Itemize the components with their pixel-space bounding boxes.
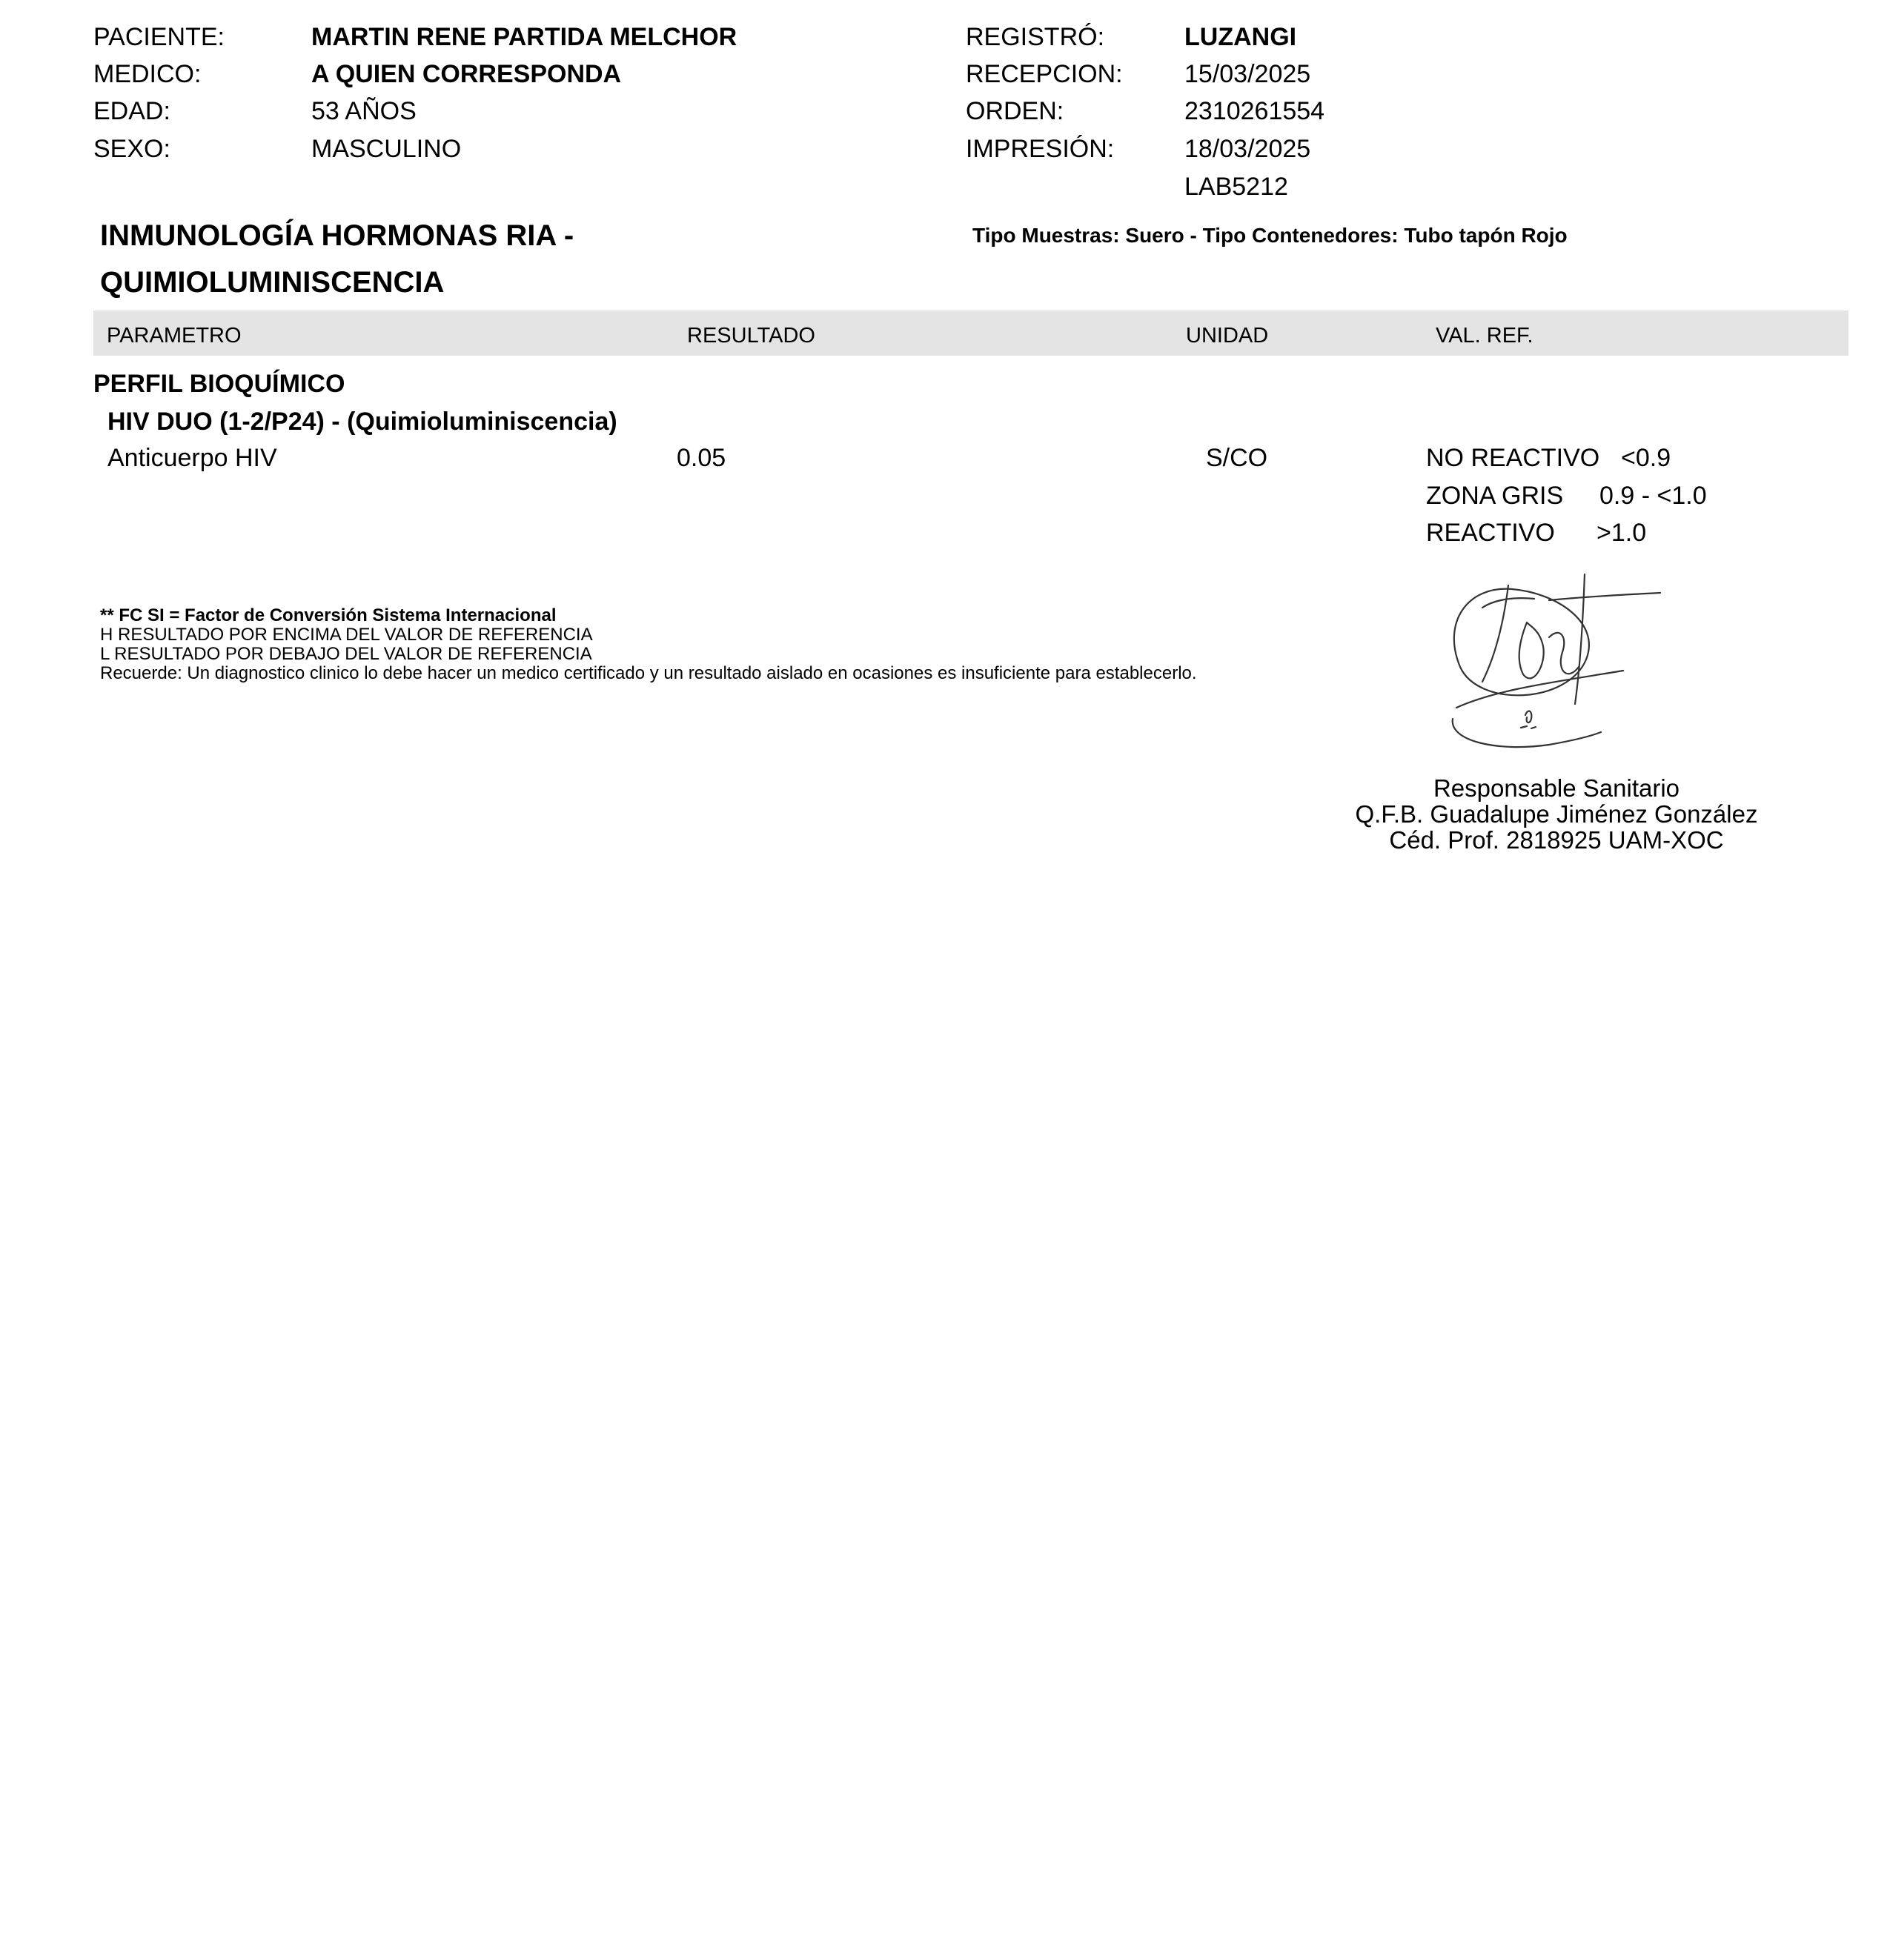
reference-value: >1.0 — [1596, 519, 1647, 547]
sex-label: SEXO: — [93, 135, 170, 163]
section-title-line1: INMUNOLOGÍA HORMONAS RIA - — [100, 219, 574, 252]
reference-label: NO REACTIVO — [1426, 444, 1600, 472]
print-label: IMPRESIÓN: — [966, 135, 1115, 163]
reference-label: REACTIVO — [1426, 519, 1555, 547]
registered-label: REGISTRÓ: — [966, 23, 1105, 51]
signer-license: Céd. Prof. 2818925 UAM-XOC — [1389, 826, 1724, 854]
handwritten-signature — [1438, 571, 1682, 756]
order-label: ORDEN: — [966, 97, 1064, 125]
reference-label: ZONA GRIS — [1426, 482, 1564, 510]
reference-value: 0.9 - <1.0 — [1599, 482, 1707, 510]
note-low-result: L RESULTADO POR DEBAJO DEL VALOR DE REFERENCIA — [100, 644, 592, 664]
patient-name: MARTIN RENE PARTIDA MELCHOR — [311, 23, 737, 51]
lab-code: LAB5212 — [1184, 173, 1288, 201]
note-conversion-factor: ** FC SI = Factor de Conversión Sistema Internacional — [100, 605, 557, 625]
reception-date: 15/03/2025 — [1184, 60, 1311, 88]
parameter-name: Anticuerpo HIV — [107, 444, 277, 472]
reference-value: <0.9 — [1621, 444, 1671, 472]
result-value: 0.05 — [677, 444, 726, 472]
header-result: RESULTADO — [687, 324, 815, 348]
age-value: 53 AÑOS — [311, 97, 417, 125]
age-label: EDAD: — [93, 97, 170, 125]
profile-title: PERFIL BIOQUÍMICO — [93, 370, 345, 398]
signature-block — [1334, 775, 1779, 853]
patient-label: PACIENTE: — [93, 23, 225, 51]
unit-value: S/CO — [1206, 444, 1268, 472]
registered-value: LUZANGI — [1184, 23, 1297, 51]
header-parameter: PARAMETRO — [107, 324, 242, 348]
doctor-name: A QUIEN CORRESPONDA — [311, 60, 622, 88]
doctor-label: MEDICO: — [93, 60, 202, 88]
header-unit: UNIDAD — [1186, 324, 1269, 348]
note-high-result: H RESULTADO POR ENCIMA DEL VALOR DE REFERENCIA — [100, 625, 593, 645]
note-disclaimer: Recuerde: Un diagnostico clinico lo debe hacer un medico certificado y un resultado aislado en ocasiones es insuficiente para establecerlo. — [100, 663, 1197, 683]
print-date: 18/03/2025 — [1184, 135, 1311, 163]
order-number: 2310261554 — [1184, 97, 1325, 125]
reception-label: RECEPCION: — [966, 60, 1123, 88]
test-name: HIV DUO (1-2/P24) - (Quimioluminiscencia) — [107, 408, 617, 436]
sample-type-info: Tipo Muestras: Suero - Tipo Contenedores: Tubo tapón Rojo — [972, 224, 1568, 247]
footnotes — [100, 606, 1197, 683]
table-header — [93, 310, 1848, 356]
signer-role: Responsable Sanitario — [1433, 774, 1680, 802]
signer-name: Q.F.B. Guadalupe Jiménez González — [1355, 800, 1758, 828]
sex-value: MASCULINO — [311, 135, 462, 163]
section-title-line2: QUIMIOLUMINISCENCIA — [100, 266, 445, 299]
header-reference: VAL. REF. — [1436, 324, 1533, 348]
